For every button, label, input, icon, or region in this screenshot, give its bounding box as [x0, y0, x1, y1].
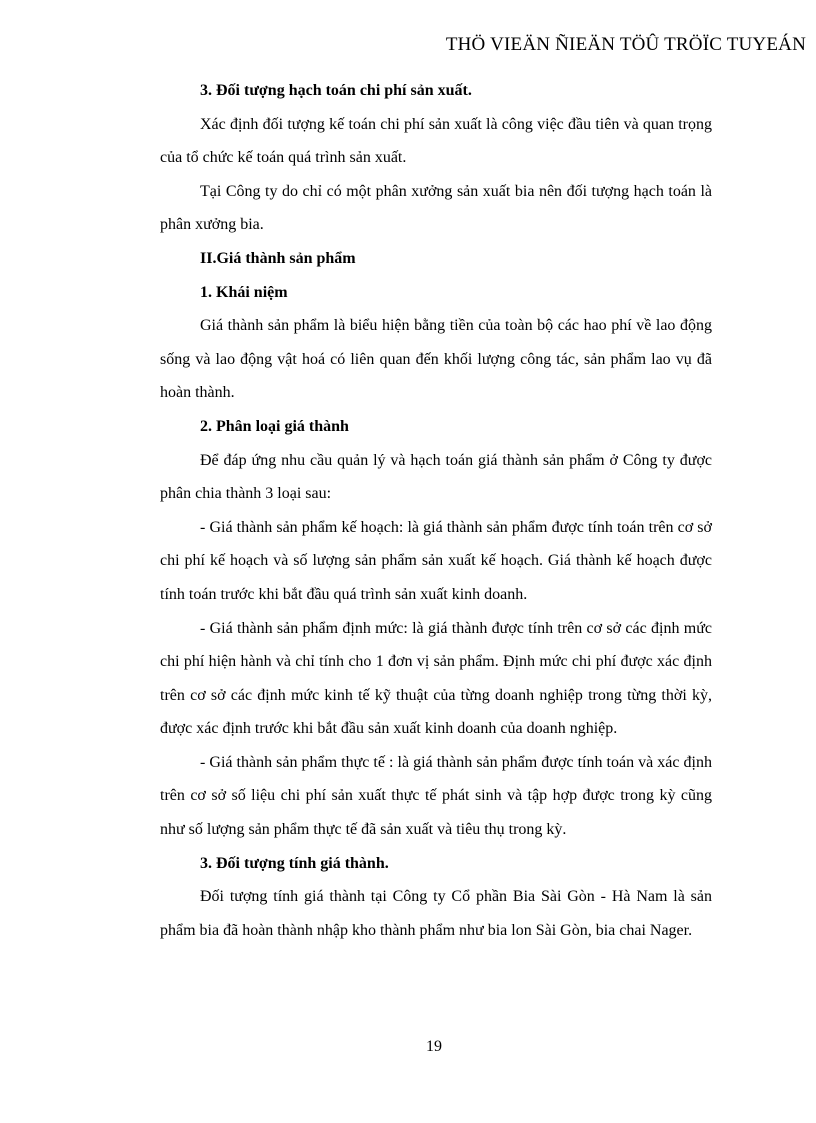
paragraph: Xác định đối tượng kế toán chi phí sản xuất là công việc đầu tiên và quan trọng của tổ chức kế toán quá trình sản xuất.	[160, 115, 712, 167]
heading-product-cost: II.Giá thành sản phẩm	[200, 249, 356, 267]
document-body	[160, 74, 712, 947]
paragraph: Đối tượng tính giá thành tại Công ty Cổ phần Bia Sài Gòn - Hà Nam là sản phẩm bia đã hoàn thành nhập kho thành phẩm như bia lon Sài Gòn, bia chai Nager.	[160, 888, 712, 939]
paragraph: Giá thành sản phẩm là biểu hiện bằng tiền của toàn bộ các hao phí về lao động sống và lao động vật hoá có liên quan đến khối lượng công tác, sản phẩm lao vụ đã hoàn thành.	[160, 317, 712, 402]
paragraph-actual-cost: - Giá thành sản phẩm thực tế : là giá thành sản phẩm được tính toán và xác định trên cơ sở số liệu chi phí sản xuất thực tế phát sinh và tập hợp được trong kỳ cũng như số lượng sản phẩm thực tế đã sản xuất và tiêu thụ trong kỳ.	[160, 753, 712, 839]
heading-concept: 1. Khái niệm	[200, 283, 288, 301]
heading-cost-classification: 2. Phân loại giá thành	[200, 417, 349, 435]
paragraph-standard-cost: - Giá thành sản phẩm định mức: là giá thành được tính trên cơ sở các định mức chi phí hiện hành và chỉ tính cho 1 đơn vị sản phẩm. Định mức chi phí được xác định trên cơ sở các định mức kinh tế kỹ thuật của từng doanh nghiệp trong từng thời kỳ, được xác định trước khi bắt đầu sản xuất kinh doanh của doanh nghiệp.	[160, 619, 712, 738]
heading-cost-accounting-object: 3. Đối tượng hạch toán chi phí sản xuất.	[200, 82, 472, 99]
page-number: 19	[426, 1038, 442, 1055]
header-watermark: THÖ VIEÄN ÑIEÄN TÖÛ TRÖÏC TUYEÁN	[445, 34, 806, 55]
paragraph: Tại Công ty do chỉ có một phân xưởng sản xuất bia nên đối tượng hạch toán là phân xưởng bia.	[160, 182, 712, 234]
heading-costing-object: 3. Đối tượng tính giá thành.	[200, 854, 389, 872]
paragraph: Để đáp ứng nhu cầu quản lý và hạch toán giá thành sản phẩm ở Công ty được phân chia thành 3 loại sau:	[160, 451, 712, 503]
paragraph-planned-cost: - Giá thành sản phẩm kế hoạch: là giá thành sản phẩm được tính toán trên cơ sở chi phí kế hoạch và số lượng sản phẩm sản xuất kế hoạch. Giá thành kế hoạch được tính toán trước khi bắt đầu quá trình sản xuất kinh doanh.	[160, 518, 712, 603]
